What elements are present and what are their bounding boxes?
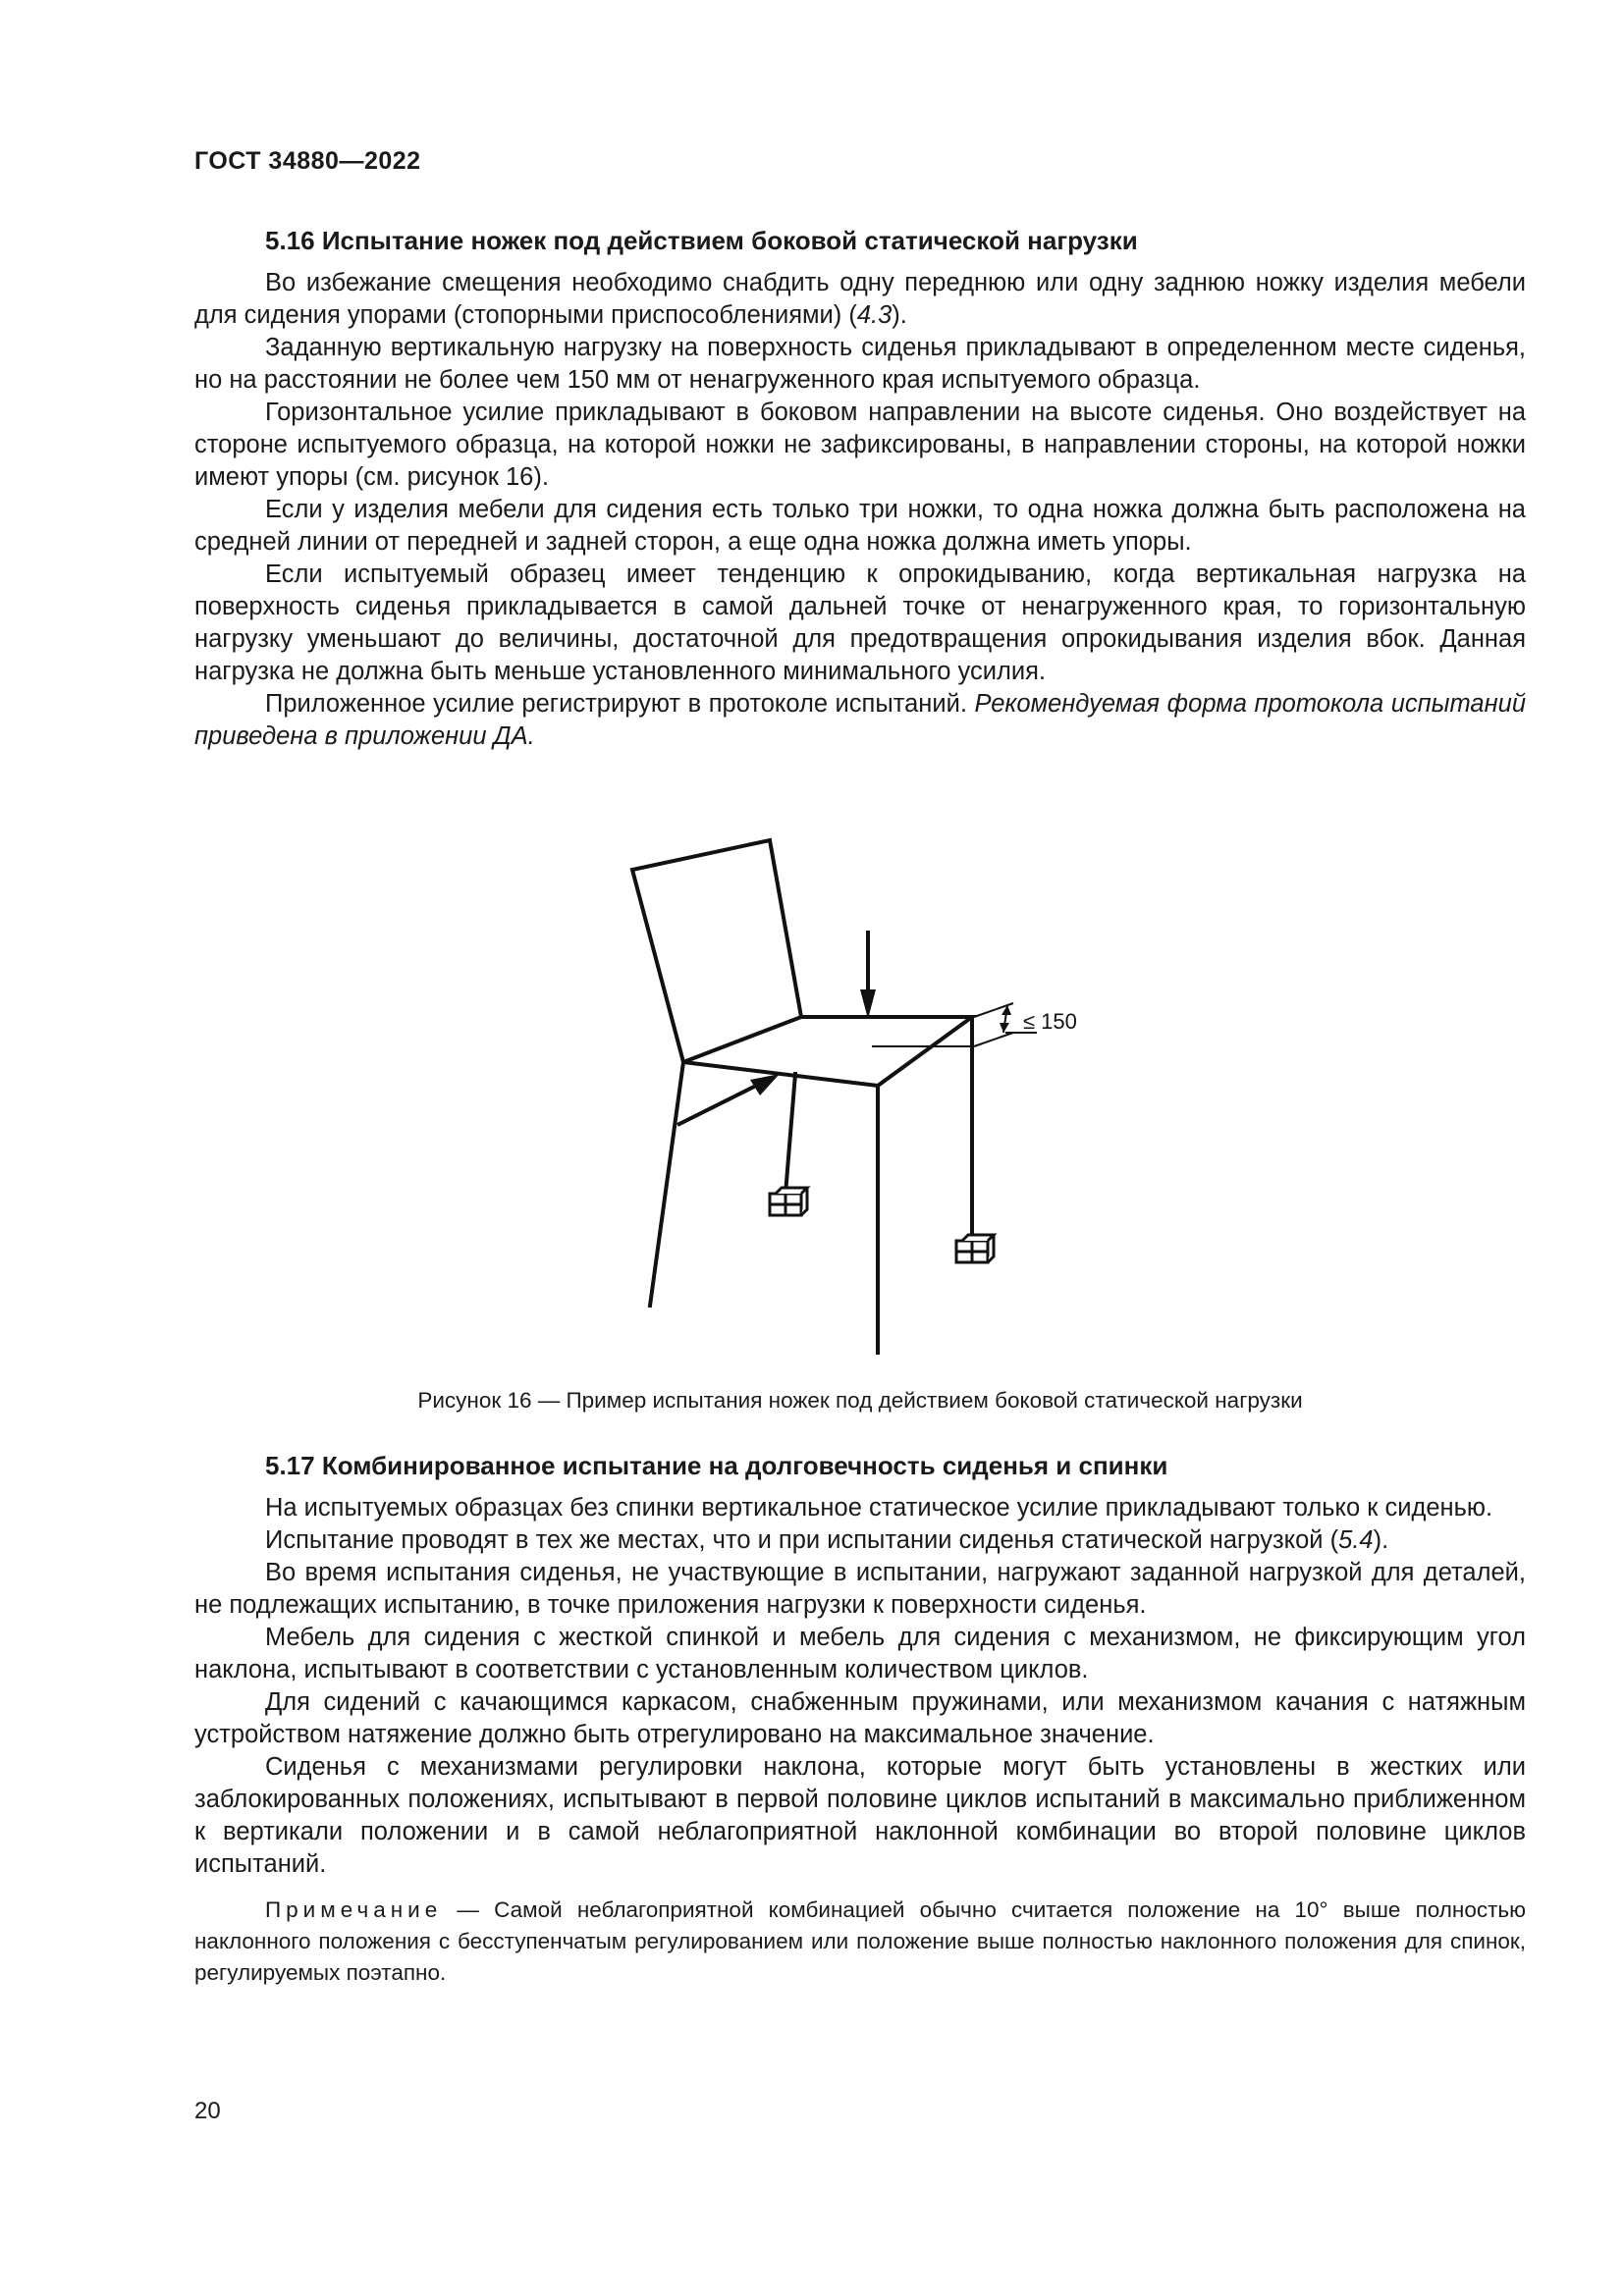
- paragraph: Если у изделия мебели для сидения есть только три ножки, то одна ножка должна быть расположена на средней линии от передней и задней сторон, а еще одна ножка должна иметь упоры.: [194, 496, 1526, 556]
- dimension-lines: [872, 1003, 1037, 1046]
- chair-leg-rear-left: [785, 1074, 795, 1194]
- paragraph: Во время испытания сиденья, не участвующие в испытании, нагружают заданной нагрузкой для деталей, не подлежащих испытанию, в точке приложения нагрузки к поверхности сиденья.: [194, 1559, 1526, 1619]
- reference-link: 4.3: [856, 301, 893, 329]
- figure-caption: Рисунок 16 — Пример испытания ножек под действием боковой статической нагрузки: [417, 1388, 1303, 1413]
- paragraph: Мебель для сидения с жесткой спинкой и мебель для сидения с механизмом, не фиксирующим угол наклона, испытывают в соответствии с установленным количеством циклов.: [194, 1624, 1526, 1683]
- chair-leg-front-left: [650, 1062, 683, 1306]
- reference-link: 5.4: [1338, 1526, 1374, 1554]
- chair-test-figure: [589, 815, 1139, 1364]
- vertical-load-arrow: [860, 931, 876, 1019]
- paragraph: Заданную вертикальную нагрузку на поверхность сиденья прикладывают в определенном месте сиденья, но на расстоянии не более чем 150 мм от ненагруженного края испытуемого образца.: [194, 334, 1526, 394]
- paragraph: Горизонтальное усилие прикладывают в боковом направлении на высоте сиденья. Оно воздействует на стороне испытуемого образца, на которой ножки не зафиксированы, в направлении стороны, на которой ножки имеют упоры (см. рисунок 16).: [194, 399, 1526, 491]
- paragraph: Если испытуемый образец имеет тенденцию к опрокидыванию, когда вертикальная нагрузка на поверхность сиденья прикладывается в самой дальней точке от ненагруженного края, то горизонтальную нагрузку уменьшают до величины, достаточной для предотвращения опрокидывания изделия вбок. Данная нагрузка не должна быть меньше установленного минимального усилия.: [194, 561, 1526, 685]
- chair-seat: [683, 1017, 972, 1086]
- running-head: ГОСТ 34880—2022: [194, 147, 421, 175]
- weight-block-icon: [956, 1235, 994, 1262]
- paragraph: Приложенное усилие регистрируют в протоколе испытаний. Рекомендуемая форма протокола испытаний приведена в приложении ДА.: [194, 690, 1526, 750]
- section-heading: 5.17 Комбинированное испытание на долговечность сиденья и спинки: [265, 1451, 1168, 1480]
- section-heading: 5.16 Испытание ножек под действием боковой статической нагрузки: [265, 226, 1138, 255]
- horizontal-force-arrow: [677, 1074, 780, 1125]
- paragraph: Для сидений с качающимся каркасом, снабженным пружинами, или механизмом качания с натяжным устройством натяжение должно быть отрегулировано на максимальное значение.: [194, 1688, 1526, 1748]
- section-5-16: [194, 222, 1526, 753]
- paragraph: Сиденья с механизмами регулировки наклона, которые могут быть установлены в жестких или заблокированных положениях, испытывают в первой половине циклов испытаний в максимально приближенном к вертикали положении и в самой неблагоприятной наклонной комбинации во второй половине циклов испытаний.: [194, 1753, 1526, 1878]
- note-text: — Самой неблагоприятной комбинацией обычно считается положение на 10° выше полностью наклонного положения с бесступенчатым регулированием или положение выше полностью наклонного положения для спинок, регулируемых поэтапно.: [194, 1897, 1526, 1985]
- section-5-17: [194, 1447, 1526, 1989]
- page-number: 20: [194, 2098, 221, 2124]
- dimension-label: ≤ 150: [1023, 1009, 1077, 1034]
- paragraph: На испытуемых образцах без спинки вертикальное статическое усилие прикладывают только к сиденью.: [265, 1494, 1493, 1522]
- chair-backrest: [632, 840, 801, 1062]
- note-label: Примечание: [265, 1897, 443, 1922]
- paragraph: Во избежание смещения необходимо снабдить одну переднюю или одну заднюю ножку изделия мебели для сидения упорами (стопорными приспособлениями) (4.3).: [194, 269, 1526, 329]
- weight-block-icon: [770, 1188, 807, 1215]
- note: [194, 1895, 1526, 1989]
- paragraph: Испытание проводят в тех же местах, что и при испытании сиденья статической нагрузкой (5.4).: [265, 1526, 1389, 1554]
